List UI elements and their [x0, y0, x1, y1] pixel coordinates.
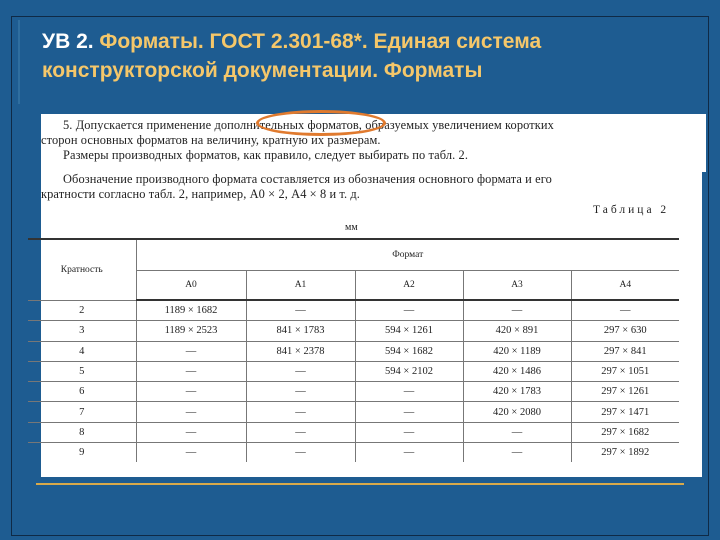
table-cell: 420 × 2080	[463, 402, 571, 422]
paragraph-sizes: Размеры производных форматов, как правило, следует выбирать по табл. 2.	[63, 148, 469, 162]
paragraph-designation-cont: кратности согласно табл. 2, например, А0 × 2, А4 × 8 и т. д.	[41, 187, 360, 201]
table-cell: 594 × 2102	[355, 361, 463, 381]
table-row	[28, 382, 679, 402]
table-cell: 594 × 1682	[355, 341, 463, 361]
table-cell: 297 × 630	[571, 321, 679, 341]
title-text-line2: конструкторской документации. Форматы	[42, 59, 483, 82]
table-cell: 841 × 1783	[246, 321, 355, 341]
column-header-multiplicity: Кратность	[28, 239, 136, 300]
table-cell: 297 × 1471	[571, 402, 679, 422]
table-cell: —	[355, 422, 463, 442]
table-cell: 1189 × 1682	[136, 300, 246, 321]
table-row	[28, 341, 679, 361]
table-cell: 9	[28, 443, 136, 463]
table-row	[28, 361, 679, 381]
column-header-a4: А4	[571, 271, 679, 301]
table-row	[28, 300, 679, 321]
table-cell: —	[355, 382, 463, 402]
table-cell: 297 × 1261	[571, 382, 679, 402]
document-scan	[41, 114, 702, 477]
table-cell: 3	[28, 321, 136, 341]
table-cell: 7	[28, 402, 136, 422]
table-cell: —	[246, 300, 355, 321]
table-cell: 841 × 2378	[246, 341, 355, 361]
table-cell: 4	[28, 341, 136, 361]
table-cell: —	[246, 361, 355, 381]
paragraph-5: 5. Допускается применение дополнительных форматов, образуемых увеличением коротких	[63, 118, 554, 132]
table-cell: 297 × 1892	[571, 443, 679, 463]
table-cell: —	[463, 443, 571, 463]
column-header-a1: А1	[246, 271, 355, 301]
slide-title	[42, 27, 702, 85]
table-cell: —	[136, 341, 246, 361]
table-cell: 2	[28, 300, 136, 321]
table-cell: 1189 × 2523	[136, 321, 246, 341]
table-cell: —	[136, 443, 246, 463]
unit-label: мм	[345, 222, 358, 233]
table-cell: —	[463, 300, 571, 321]
table-cell: 420 × 1486	[463, 361, 571, 381]
document-edge-strip	[702, 114, 706, 172]
column-group-header-format: Формат	[136, 239, 679, 271]
table-cell: —	[136, 361, 246, 381]
table-cell: —	[463, 422, 571, 442]
table-row	[28, 321, 679, 341]
table-cell: 297 × 1051	[571, 361, 679, 381]
table-cell: —	[136, 382, 246, 402]
table-cell: —	[355, 402, 463, 422]
table-cell: —	[136, 402, 246, 422]
table-cell: —	[355, 300, 463, 321]
formats-table	[28, 238, 679, 462]
table-cell: 420 × 891	[463, 321, 571, 341]
title-code: УВ 2.	[42, 30, 94, 53]
table-cell: —	[136, 422, 246, 442]
bottom-rule	[36, 483, 684, 485]
column-header-a2: А2	[355, 271, 463, 301]
table-cell: 297 × 841	[571, 341, 679, 361]
table-cell: —	[571, 300, 679, 321]
table-cell: —	[246, 422, 355, 442]
table-row	[28, 422, 679, 442]
title-left-rule	[18, 20, 20, 104]
table-cell: 8	[28, 422, 136, 442]
table-cell: 297 × 1682	[571, 422, 679, 442]
column-header-a3: А3	[463, 271, 571, 301]
table-cell: —	[246, 382, 355, 402]
paragraph-5-cont: сторон основных форматов на величину, кратную их размерам.	[41, 133, 381, 147]
table-row	[28, 402, 679, 422]
table-cell: 594 × 1261	[355, 321, 463, 341]
table-cell: 6	[28, 382, 136, 402]
table-cell: —	[246, 402, 355, 422]
title-text-line1: Форматы. ГОСТ 2.301-68*. Единая система	[99, 30, 542, 53]
table-cell: 5	[28, 361, 136, 381]
highlight-oval	[256, 110, 386, 136]
table-cell: —	[246, 443, 355, 463]
table-row	[28, 443, 679, 463]
table-cell: —	[355, 443, 463, 463]
paragraph-designation: Обозначение производного формата составляется из обозначения основного формата и его	[63, 172, 552, 186]
column-header-a0: А0	[136, 271, 246, 301]
table-cell: 420 × 1189	[463, 341, 571, 361]
table-caption: Таблица 2	[593, 204, 670, 216]
table-cell: 420 × 1783	[463, 382, 571, 402]
